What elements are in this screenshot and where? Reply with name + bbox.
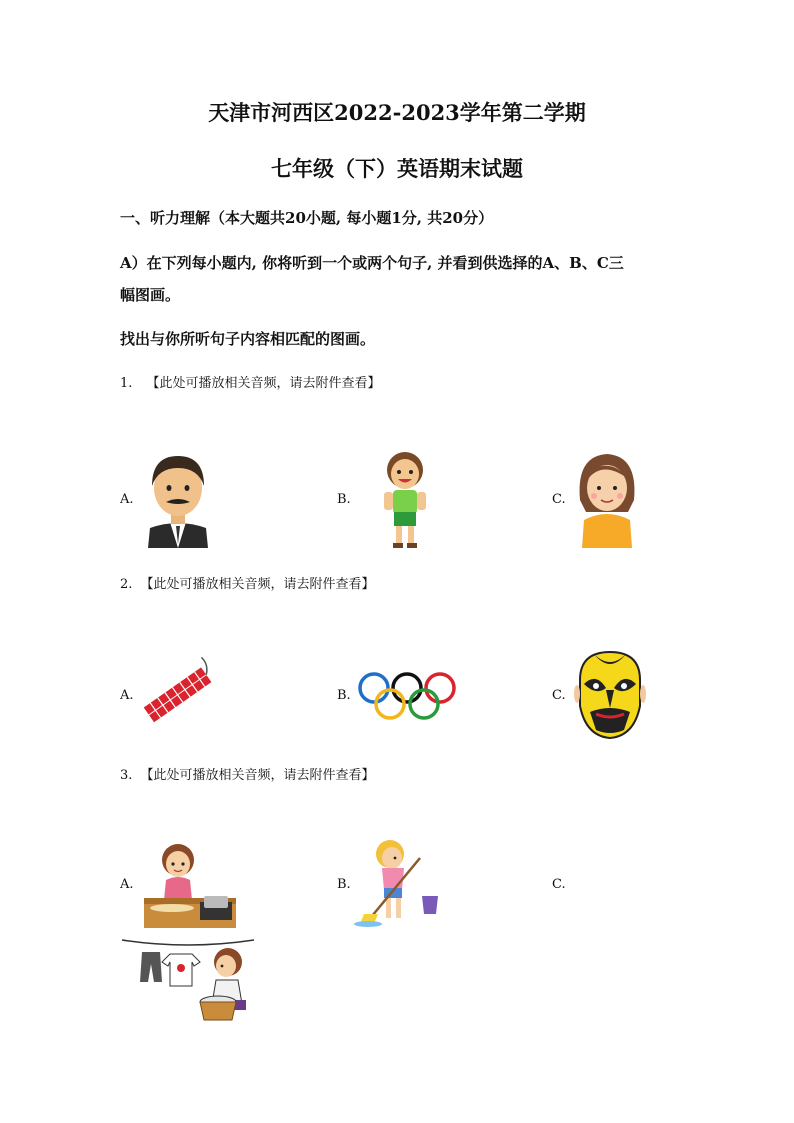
instruction-line-3: 找出与你所听句子内容相匹配的图画。 (120, 330, 376, 348)
option-c-label: C. (552, 688, 566, 703)
woman-icon[interactable] (572, 450, 642, 548)
question-2 (120, 573, 375, 592)
option-a-label: A. (120, 492, 134, 507)
document-title: 天津市河西区2022-2023学年第二学期 (208, 100, 586, 125)
option-b-label: B. (337, 877, 351, 892)
option-c-label: C. (552, 492, 566, 507)
question-number: 3. (120, 768, 133, 783)
girl-mopping-icon[interactable] (350, 838, 446, 928)
option-b-label: B. (337, 688, 351, 703)
girl-washing-clothes-icon[interactable] (120, 936, 256, 1022)
audio-note[interactable]: 【此处可播放相关音频，请去附件查看】 (146, 376, 381, 391)
question-number: 2. (120, 577, 133, 592)
boy-icon[interactable] (378, 448, 433, 550)
question-3 (120, 764, 375, 783)
audio-note[interactable]: 【此处可播放相关音频，请去附件查看】 (140, 768, 375, 783)
question-number: 1. (120, 376, 133, 391)
man-with-mustache-icon[interactable] (138, 448, 218, 548)
option-c-label: C. (552, 877, 566, 892)
girl-cooking-icon[interactable] (142, 842, 238, 928)
option-a-label: A. (120, 688, 134, 703)
firecrackers-icon[interactable] (140, 664, 215, 724)
option-a-label: A. (120, 877, 134, 892)
section-heading: 一、听力理解（本大题共20小题, 每小题1分, 共20分） (120, 209, 494, 227)
audio-note[interactable]: 【此处可播放相关音频，请去附件查看】 (140, 577, 375, 592)
question-1 (120, 372, 381, 391)
instruction-line-2: 幅图画。 (120, 286, 181, 304)
option-b-label: B. (337, 492, 351, 507)
instruction-line-1: A）在下列每小题内, 你将听到一个或两个句子, 并看到供选择的A、B、C三 (120, 254, 624, 272)
olympic-rings-icon[interactable] (356, 672, 458, 722)
opera-mask-icon[interactable] (574, 650, 646, 740)
document-subtitle: 七年级（下）英语期末试题 (271, 156, 523, 181)
